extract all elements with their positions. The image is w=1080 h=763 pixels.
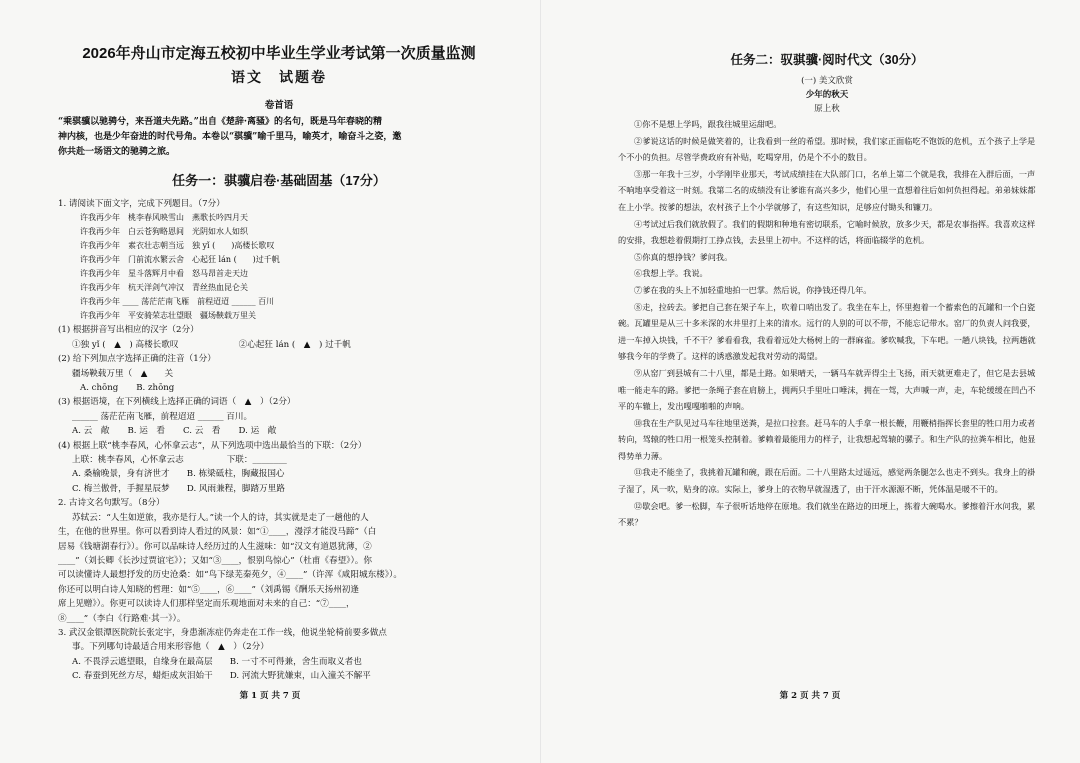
q1-sub4-line: 上联：桃李春风，心怀拿云志 下联：________ [72, 455, 287, 466]
poem-line: 许我再少年 杭天洋剑气冲汉 青丝热血昆仑关 [80, 283, 248, 293]
essay-title: 少年的秋天 [805, 90, 849, 100]
q1-sub2-item: 疆场鞅载万里（ ▲ 关 [72, 368, 174, 379]
question-1-stem: 1. 请阅读下面文字，完成下列题目。（7分） [58, 199, 225, 209]
q2-line: ____”（刘长卿《长沙过贾谊宅》）；又如“③____，恨别鸟惊心”（杜甫《春望》）。你 [58, 555, 372, 566]
question-3-line2: 事。下列哪句诗最适合用来形容他（ ▲ ）（2分） [72, 642, 269, 653]
q2-line: 苏轼云：“人生如逆旅，我亦是行人。”读一个人的诗，其实就是走了一趟他的人 [72, 512, 369, 523]
option-a: A. chōng [80, 383, 119, 394]
essay-paragraph: ⑩我在生产队见过马车往地里送粪，是拉口拉套。赶马车的人手拿一根长鞭，用鞭梢指挥长套里的牲口用力或者转向，驾辕的牲口用一根笼头控制着。爹赖着最能用力的样子，让我想起驾辕的骡子。和生产队的拉粪车相比，他显得势单力薄。 [618, 417, 1036, 461]
q1-sub4: (4) 根据上联“桃李春风，心怀拿云志”，从下列选项中选出最恰当的下联：（2分） [58, 440, 367, 451]
essay-paragraph: ⑦爹在我的头上不加轻重地拍一巴掌。然后说，你挣钱还得几年。 [634, 284, 872, 295]
page-2 [540, 0, 1080, 763]
q2-line: ⑧____”（李白《行路难·其一》）。 [58, 613, 186, 624]
q1-sub4-options: C. 梅兰傲骨，手握星辰梦 D. 风雨兼程，脚踏万里路 [72, 483, 285, 494]
task2-heading: 任务二：驭骐骥·阅时代文（30分） [730, 53, 924, 67]
q1-sub2-options [80, 381, 500, 395]
option-d: D. 运 敞 [238, 426, 277, 437]
poem-line: 许我再少年 门前流水繁云舍 心起狂 lán ( )过千帆 [80, 255, 280, 265]
q1-sub4-options: A. 桑榆晚景，身有济世才 B. 栋梁砥柱，胸藏报国心 [72, 469, 285, 480]
q2-line: 你还可以明白诗人知晓的哲理：如“⑤____，⑥____”（刘禹锡《酬乐天扬州初逢 [58, 584, 359, 595]
q2-line: 可以读懂诗人最想抒发的历史沧桑：如“鸟下绿芜秦苑夕，④____”（许浑《咸阳城东楼》）。 [58, 570, 402, 581]
q1-sub3-line: ______ 荡茫茫南飞雁，前程迢迢 ______ 百川。 [72, 411, 253, 422]
q3-options: A. 不畏浮云遮望眼，自缘身在最高层 B. 一寸不可得兼，舍生而取义者也 [72, 656, 362, 667]
poem-line: 许我再少年 素衣壮志朝当远 独 yǐ ( )高楼长歌叹 [80, 241, 275, 251]
preface-heading: 卷首语 [264, 100, 294, 111]
exam-subtitle: 语文 试题卷 [231, 70, 327, 86]
essay-paragraph: ⑫歇会吧。爹一松脚，车子很听话地停在原地。我们就坐在路边的田埂上，拣着大碗喝水。爹擦着汗水问我，累不累？ [618, 500, 1036, 528]
section-heading: (一) 美文欣赏 [801, 76, 853, 86]
poem-line: 许我再少年 平安骑荣志壮望眼 疆场鞅载万里关 [80, 311, 256, 321]
task1-heading: 任务一：骐骥启卷·基础固基（17分） [172, 173, 386, 188]
preface-line: “乘骐骥以驰骋兮，来吾道夫先路。”出自《楚辞·离骚》的名句，既是马年春晓的精 [58, 117, 382, 127]
option-c: C. 云 看 [183, 426, 221, 437]
question-3-stem: 3. 武汉金银潭医院院长张定宇，身患渐冻症仍奔走在工作一线，他说坐轮椅前要多做点 [58, 627, 387, 638]
essay-paragraph: ⑧走，拉砖去。爹把自己套在架子车上，吹着口哨出发了。我坐在车上，怀里抱着一个蓄索色的瓦罐和一个白瓷碗。瓦罐里是从三十多米深的水井里打上来的清水。远行的人别的可以不带，不能忘记带水。窑厂的负责人问我要，进一车掉入块钱，千不干？爹看看我，我看着远处大杨树上的一群麻雀。爹吹喊我，下车吧。一趟八块钱，拉两趟就够我今年的学费了。这样的诱惑激发起我对劳动的渴望。 [618, 301, 1036, 362]
essay-author: 原上秋 [814, 104, 840, 114]
poem-line: 许我再少年 桃李春风映雪山 燕歌长吟四月天 [80, 213, 248, 223]
q1-sub3: (3) 根据语境，在下列横线上选择正确的词语（ ▲ ）（2分） [58, 397, 296, 408]
essay-paragraph: ⑪我走不能坐了，我挑着瓦罐和碗，跟在后面。二十八里路太过遥远，感觉两条腿怎么也走不到头。我身上的褂子湿了，风一吹，贴身的凉。实际上，爹身上的衣物早就湿透了，由于汗水源源不断，凭体温是暖不干的。 [618, 467, 1036, 495]
essay-paragraph: ③那一年我十三岁，小学刚毕业那天，考试成绩挂在大队部门口，名单上第二个就是我，我排在入群后面，一声不响地享受着这一时刻。我第二名的成绩没有让爹谁有高兴多少，他们心里一直想着往后如何负担得起。弟弟妹妹都在上小学。按爹的想法，农村孩子上个小学就够了，有这些知识，足够应付锄头和镰刀。 [618, 168, 1036, 212]
essay-paragraph: ①你不是想上学吗，跟我往城里运甜吧。 [634, 119, 782, 129]
q1-sub1: (1) 根据拼音写出相应的汉字（2分） [58, 325, 199, 336]
poem-line: 许我再少年 星斗落辉月中看 怒马昂首走天边 [80, 269, 248, 279]
question-2-stem: 2. 古诗文名句默写。（8分） [58, 498, 165, 509]
option-a: A. 云 敞 [72, 426, 110, 437]
page-number: 第 2 页 共 7 页 [779, 691, 841, 701]
essay-paragraph: ④考试过后我们就放假了。我们的假期和种地有密切联系，它喻时候放，放多少天，都是农事指挥。我喜欢这样的安排，我想趁着假期打工挣点钱，去县里上初中。不这样的话，将面临辍学的危机。 [618, 218, 1036, 246]
page-number: 第 1 页 共 7 页 [239, 691, 301, 701]
poem-line: 许我再少年 ____ 荡茫茫南飞雁 前程迢迢 ______ 百川 [80, 297, 275, 307]
preface-line: 神内核，也是少年奋进的时代号角。本卷以“骐骥”喻千里马，喻英才，喻奋斗之姿，邀 [58, 132, 402, 142]
option-b: B. zhōng [136, 383, 175, 394]
essay-paragraph: ②爹说这话的时候是做笑着的，让我看到一丝的希望。那时候，我们家正面临吃不饱饭的危机，五个孩子上学是个不小的负担。尽管学费政府有补贴，吃喝穿用，仍是个不小的数目。 [618, 135, 1036, 163]
q2-line: 席上见赠》）。你更可以读诗人们那样坚定而乐观地面对未来的自己：“⑦____， [58, 599, 355, 610]
essay-paragraph: ⑨从窑厂到县城有二十八里，都是土路。如果晴天，一辆马车就弄得尘土飞扬，雨天就更难走了，但它是去县城唯一能走车的路。爹把一条绳子套在肩膀上，拥两只手里吐口唾沫，拥在一驾，大声喊一声，走，车轮缓缓在凹凸不平的车辙上，发出嘎嘎啪啪的声响。 [618, 367, 1036, 412]
poem-line: 许我再少年 白云苍狗略恩间 光阴如水人如织 [80, 227, 248, 237]
q3-options: C. 春蚕到死丝方尽，蜡炬成灰泪始干 D. 河流大野犹嫌束，山入潼关不解平 [72, 671, 371, 682]
essay-paragraph: ⑥我想上学。我说。 [634, 268, 708, 279]
q1-sub2: (2) 给下列加点字选择正确的注音（1分） [58, 354, 216, 365]
q1-sub1-items: ①独 yǐ ( ▲ ) 高楼长歌叹 ②心起狂 lán ( ▲ ) 过千帆 [72, 339, 351, 350]
q2-line: 居易《钱塘湖春行》）。你可以品味诗人经历过的人生滋味：如“汉文有道恩犹薄，② [58, 541, 372, 552]
exam-title: 2026年舟山市定海五校初中毕业生学业考试第一次质量监测 [82, 45, 476, 62]
essay-paragraph: ⑤你真的想挣钱？爹问我。 [634, 251, 733, 262]
preface-line: 你共赴一场语文的驰骋之旅。 [58, 147, 176, 157]
option-b: B. 运 看 [127, 426, 166, 437]
q2-line: 生，在他的世界里。你可以看到诗人看过的风景：如“①____，漫浮才能没马蹄”（白 [58, 527, 377, 538]
q1-sub3-options [72, 424, 500, 438]
